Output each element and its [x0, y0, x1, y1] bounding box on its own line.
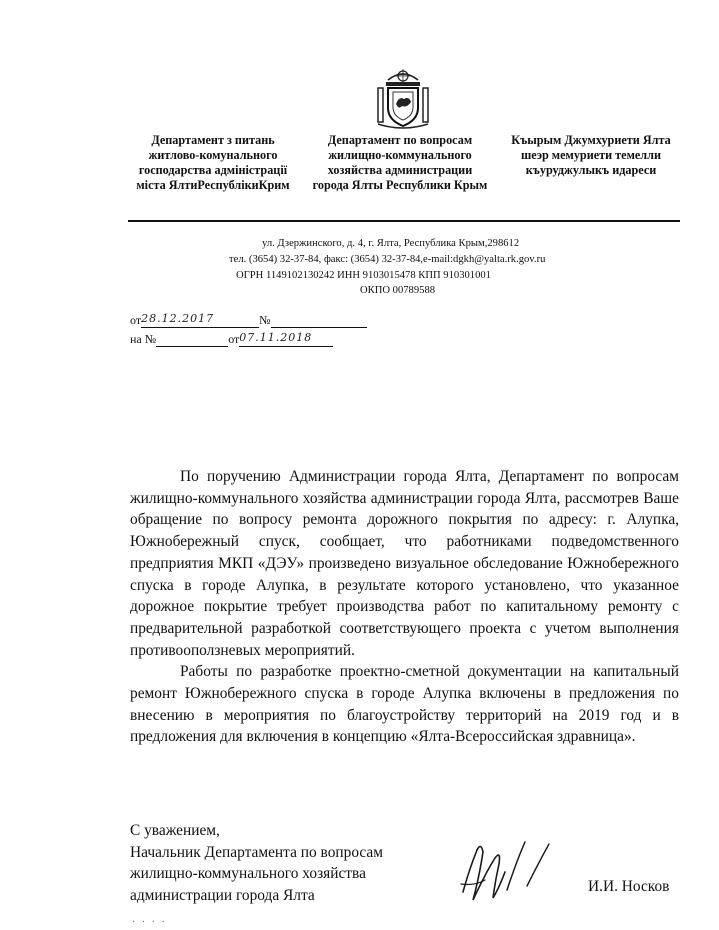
- department-name-ukrainian: Департамент з питань житлово-комунального господарства адміністрації міста ЯлтиРеспублікиКрим: [136, 133, 290, 192]
- signer-position-line-2: жилищно-коммунального хозяйства: [130, 865, 366, 882]
- contact-phone-email: тел. (3654) 32-37-84, факс: (3654) 32-37-84,e-mail:dgkh@yalta.rk.gov.ru: [229, 254, 546, 265]
- body-paragraph-2: Работы по разработке проектно-сметной документации на капитальный ремонт Южнобережного спуска в городе Алупка включены в предложения по внесению в мероприятия по благоустройству территорий на 2019 год и в предложения для включения в концепцию «Ялта-Всероссийская здравница».: [130, 663, 679, 746]
- reply-number-handwritten: [156, 346, 228, 347]
- page-cutoff-text-fragment: · · · ·: [132, 917, 167, 928]
- signer-position-line-3: администрации города Ялта: [130, 886, 315, 904]
- body-paragraph-1: По поручению Администрации города Ялта, Департамент по вопросам жилищно-коммунального хозяйства администрации города Ялта, рассмотрев Ваше обращение по вопросу ремонта дорожного покрытия по адресу: г. Алупка, Южнобережный спуск, сообщает, что работниками подведомственного предприятия МКП «ДЭУ» произведено визуальное обследование Южнобережного спуска в городе Алупка, в результате которого установлено, что указанное дорожное покрытие требует производства работ по капитальному ремонту с предварительной разработкой соответствующего проекта с учетом выполнения противооползневых мероприятий.: [130, 468, 679, 659]
- handwritten-signature-icon: [455, 830, 555, 920]
- signer-name: И.И. Носков: [588, 878, 670, 895]
- outgoing-date-handwritten: 28.12.2017: [141, 311, 259, 328]
- department-name-russian: Департамент по вопросам жилищно-коммунального хозяйства администрации города Ялты Республики Крым: [312, 133, 488, 192]
- closing-block: [130, 820, 430, 906]
- reply-from-label: от: [228, 332, 240, 346]
- crimea-coat-of-arms-icon: [374, 66, 432, 130]
- letter-body: [130, 466, 679, 748]
- outgoing-registry-line: [130, 311, 367, 328]
- from-label: от: [130, 313, 142, 327]
- reply-registry-line: [130, 330, 333, 347]
- contact-registration-codes: ОГРН 1149102130242 ИНН 9103015478 КПП 910301001: [236, 270, 491, 281]
- contact-address: ул. Дзержинского, д. 4, г. Ялта, Республика Крым,298612: [262, 238, 520, 249]
- signer-position-line-1: Начальник Департамента по вопросам: [130, 843, 383, 861]
- outgoing-number-handwritten: [271, 327, 367, 328]
- closing-regards: С уважением,: [130, 822, 220, 839]
- contact-okpo: ОКПО 00789588: [360, 285, 436, 296]
- reply-date-handwritten: 07.11.2018: [239, 330, 333, 347]
- number-label: №: [259, 313, 271, 327]
- reply-label: на №: [130, 332, 157, 346]
- department-name-crimean-tatar: Къырым Джумхуриети Ялта шеэр мемуриети темелли къуруджулыкъ идареси: [511, 133, 671, 177]
- letterhead-divider: [128, 220, 680, 222]
